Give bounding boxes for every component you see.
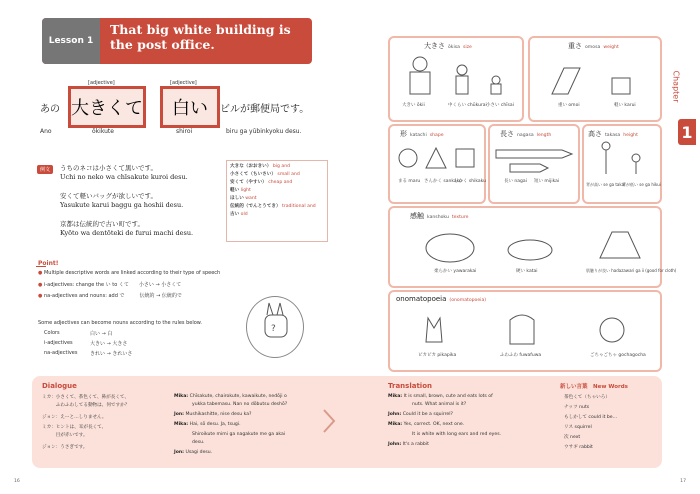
noun-rule-value: 白い → 白 (90, 331, 113, 337)
point-underline (36, 266, 46, 267)
dialogue-rom: Mika: Chīsakute, chairokute, kawaikute, nedōji o (174, 394, 287, 399)
page-number-right: 17 (680, 479, 686, 484)
panel-title: 形katachi shape (400, 130, 444, 138)
caption: 軽い karui (614, 103, 636, 108)
caption: ごちゃごちゃ gochagocha (590, 353, 646, 358)
caption: 硬い katai (516, 269, 538, 274)
translation-line: John: It's a rabbit (388, 442, 429, 447)
pencil-illustration (490, 142, 578, 176)
rom-rest: biru ga yūbinkyoku desu. (226, 128, 302, 135)
translation-line: John: Could it be a squirrel? (388, 412, 453, 417)
caption: ピカピカ pikapika (418, 353, 457, 358)
panel-title: 大きさ ōkisa size (424, 42, 472, 50)
caption: しかく shikaku (454, 179, 486, 184)
caption: 小さい chīsai (486, 103, 514, 108)
vocab-item: 伝統的（でんとうてき） traditional and (230, 204, 316, 209)
translation-line: nuts. What animal is it? (412, 402, 467, 407)
panel-length (488, 124, 580, 204)
dialogue-heading: Dialogue (42, 382, 77, 390)
caption: 重い omoi (558, 103, 580, 108)
new-word: ナッツ nuts (564, 405, 590, 410)
panel-texture (388, 206, 677, 288)
point-item: ● Multiple descriptive words are linked according to their type of speech (38, 270, 221, 276)
vocab-item: ほしい want (230, 196, 257, 201)
dialogue-rom: Mika: Hai, sō desu. Ja, tsugi. (174, 422, 241, 427)
dialogue-section (32, 376, 662, 468)
dialogue-rom: yukka tabemasu. Nan no dōbutsu deshō? (192, 402, 288, 407)
noun-rule-value: きれい → きれいさ (90, 351, 133, 357)
panel-onomatopoeia (388, 290, 662, 372)
example-jp-3: 京都は伝統的で古い町です。 (60, 220, 144, 228)
dialogue-jp: 目が赤いです。 (42, 433, 88, 438)
dialogue-jp: ミカ：小さくて、茶色くて、鼻が長くて、 (42, 395, 130, 400)
panel-title: onomatopoeia (onomatopoeia) (396, 295, 487, 303)
caption: さんかく sankaku (424, 179, 462, 184)
panel-title: 長さ nagasa length (500, 130, 552, 138)
example-rom-2: Yasukute karui baggu ga hoshii desu. (60, 201, 184, 209)
new-word: リス squirrel (564, 425, 592, 430)
vocab-item: 安くて（やすい） cheap and (230, 180, 293, 185)
dialogue-rom: Shiroikute mimi ga nagakute me ga akai (192, 432, 286, 437)
lesson-header (42, 18, 312, 64)
example-rom-3: Kyōto wa dentōteki de furui machi desu. (60, 229, 194, 237)
translation-line: It is white with long ears and red eyes. (412, 432, 502, 437)
caption: 背が低い se ga hikui (622, 182, 661, 187)
dialogue-rom: Jon: Mushikashitte, nise desu ka? (174, 412, 252, 417)
point-item: ● i-adjectives: change the い to くて 小さい → 小さくて (38, 282, 182, 288)
translation-line: Mika: Yes, correct. OK, next one. (388, 422, 465, 427)
height-illustration (584, 140, 660, 180)
rabbit-question-icon (247, 297, 303, 357)
new-words-heading: 新しい言葉 New Words (560, 384, 628, 390)
size-illustration (390, 52, 522, 102)
rom-word1: ōkikute (92, 128, 114, 135)
new-word: ウサギ rabbit (564, 445, 593, 450)
noun-rule-key: na-adjectives (44, 350, 78, 356)
vocab-item: 大きな（おおきい） big and (230, 164, 291, 169)
caption: 柔らかい yawarakai (434, 269, 477, 274)
dialogue-jp: ふわふわしてる動物は、何ですか？ (42, 403, 130, 408)
sentence-rest: ビルが郵便局です。 (220, 104, 310, 115)
noun-intro: Some adjectives can become nouns according to the rules below. (38, 320, 203, 326)
chapter-label: Chapter (671, 70, 681, 103)
new-word: 茶色くて（ちゃいろ） (564, 395, 610, 400)
panel-shape (388, 124, 486, 204)
lesson-title: That big white building is the post office. (110, 22, 291, 52)
example-rom-1: Uchi no neko wa chīsakute kuroi desu. (60, 173, 188, 181)
caption: 大きい ōkii (402, 103, 425, 108)
sentence-ano: あの (40, 104, 60, 115)
caption: 短い mijikai (534, 179, 560, 184)
adjective-box-white: 白い (160, 86, 220, 128)
example-jp-1: うちのネコは小さくて黒いです。 (60, 164, 157, 172)
dialogue-rom: Jon: Usagi desu. (174, 450, 213, 455)
vocab-item: 古い old (230, 212, 248, 217)
rom-ano: Ano (40, 128, 52, 135)
arrow-right-icon (322, 406, 340, 436)
point-heading: Point! (38, 260, 59, 267)
noun-rule-key: Colors (44, 330, 60, 336)
rom-word2: shiroi (176, 128, 193, 135)
panel-title: 重さ omosa weight (568, 42, 619, 50)
caption: ふわふわ fuwafuwa (500, 353, 542, 358)
svg-text:?: ? (271, 324, 276, 334)
dialogue-jp: ジョン：えーと…しりません。 (42, 415, 107, 420)
onomatopoeia-illustration (390, 306, 660, 350)
vocab-item: 小さくて（ちいさい） small and (230, 172, 300, 177)
thought-bubble-illustration (246, 296, 304, 358)
adjective-box-big: 大きくて (68, 86, 146, 128)
chapter-number: 1 (678, 119, 696, 145)
dialogue-jp: ミカ：ヒントは、耳が長くて、 (42, 425, 107, 430)
caption: 長い nagai (504, 179, 527, 184)
translation-heading: Translation (388, 382, 432, 390)
new-word: もしかして could it be... (564, 415, 617, 420)
dialogue-rom: desu. (192, 440, 205, 445)
example-jp-2: 安くて軽いバッグが欲しいです。 (60, 192, 157, 200)
panel-title: 感触 kanshoku texture (410, 212, 469, 220)
noun-rule-key: i-adjectives (44, 340, 73, 346)
new-word: 次 next (564, 435, 581, 440)
noun-rule-value: 大きい → 大きさ (90, 341, 128, 347)
panel-height (582, 124, 662, 204)
dialogue-jp: ジョン：うさぎです。 (42, 445, 88, 450)
caption: 肌触りが良い hadazawari ga ii (good for cloth) (586, 268, 677, 273)
caption: まる maru (398, 179, 421, 184)
adjective-tag-1: [adjective] (88, 80, 115, 86)
texture-illustration (390, 222, 660, 266)
point-item: ● na-adjectives and nouns: add で 伝統的 → 伝統的で (38, 293, 182, 299)
page-number-left: 16 (14, 479, 20, 484)
weight-illustration (530, 54, 660, 102)
vocab-item: 軽い light (230, 188, 251, 193)
panel-size (388, 36, 524, 122)
lesson-label: Lesson 1 (42, 18, 100, 64)
caption: 背が高い se ga takai (586, 182, 626, 187)
caption: 中くらい chūkurai (448, 103, 487, 108)
translation-line: Mika: It is small, brown, cute and eats lots of (388, 394, 493, 399)
panel-weight (528, 36, 662, 122)
panel-title: 高さ takasa height (588, 130, 638, 138)
shape-illustration (390, 144, 484, 174)
adjective-tag-2: [adjective] (170, 80, 197, 86)
vocab-box (226, 160, 328, 242)
example-badge: 例文 (37, 165, 53, 174)
